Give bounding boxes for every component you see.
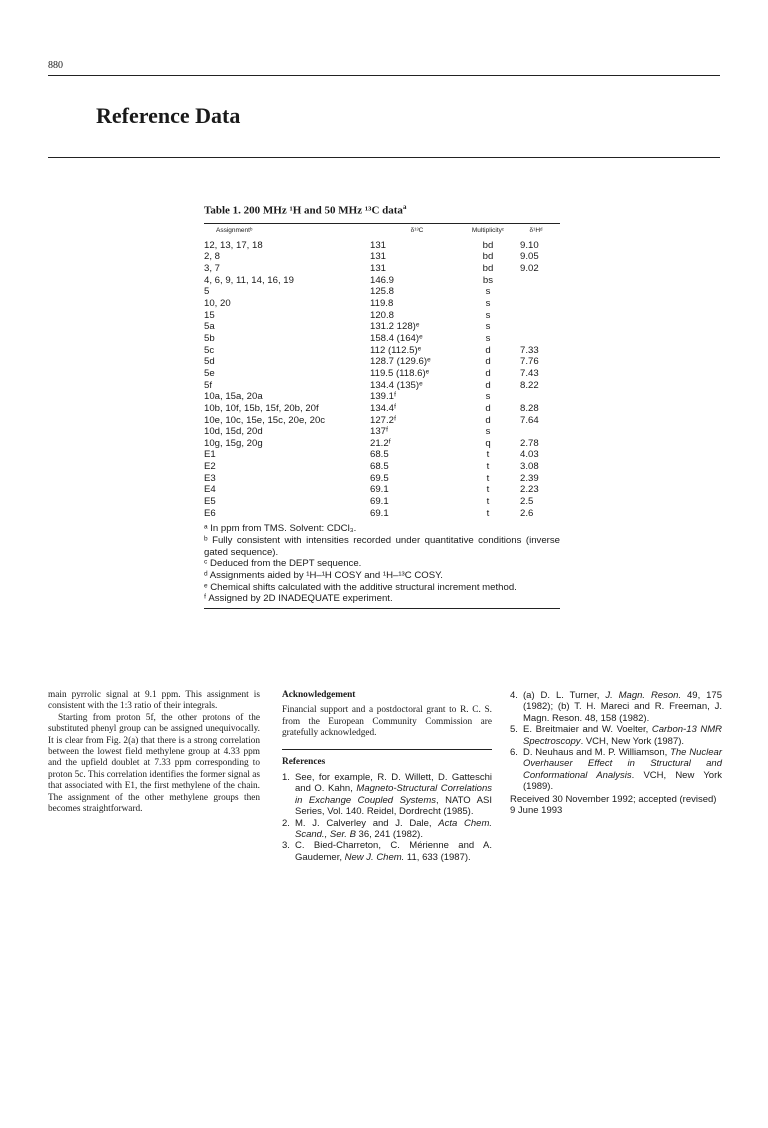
cell-assignment: 5c [204, 344, 215, 356]
reference-number: 1. [282, 772, 290, 784]
cell-multiplicity: s [485, 426, 491, 438]
cell-c13: 134.4ᶠ [370, 402, 397, 414]
table-row [204, 321, 560, 333]
cell-h1 [512, 298, 560, 310]
cell-c13: 131.2 128)ᵉ [370, 321, 420, 333]
body-paragraph: Starting from proton 5f, the other protons of the substituted phenyl group can be assigned unequivocally. It is clear from Fig. 2(a) that there is a strong correlation between the lowest field methylene group at 4.33 ppm and the upfield doublet at 7.33 ppm corresponding to proton 5c. This correlation identifies the former signal as that associated with E1, the first methylene of the chain. The assignment of the other methylene groups then becomes straightforward. [48, 712, 260, 815]
reference-item [282, 840, 492, 863]
table-footnote: ᵉ Chemical shifts calculated with the additive structural increment method. [204, 581, 517, 593]
body-paragraph: main pyrrolic signal at 9.1 ppm. This assignment is consistent with the 1:3 ratio of their integrals. [48, 690, 260, 712]
cell-c13: 69.1 [370, 484, 389, 496]
cell-multiplicity: s [485, 321, 491, 333]
cell-assignment: 2, 8 [204, 251, 221, 263]
table-footnote: ᶠ Assigned by 2D INADEQUATE experiment. [204, 593, 393, 605]
acknowledgement-heading: Acknowledgement [282, 690, 356, 700]
table-row [204, 298, 560, 310]
cell-c13: 139.1ᶠ [370, 391, 397, 403]
table-footnote: ᶜ Deduced from the DEPT sequence. [204, 558, 362, 570]
cell-multiplicity: s [485, 391, 491, 403]
cell-assignment: 5f [204, 379, 213, 391]
cell-h1 [512, 286, 560, 298]
cell-multiplicity: s [485, 309, 491, 321]
cell-multiplicity: s [485, 297, 491, 309]
cell-c13: 131 [370, 239, 387, 251]
cell-c13: 68.5 [370, 449, 389, 461]
cell-c13: 120.8 [370, 309, 395, 321]
cell-assignment: E4 [204, 484, 216, 496]
table-row [204, 251, 560, 263]
references-rule [282, 749, 492, 750]
table-row [204, 496, 560, 508]
cell-multiplicity: q [485, 437, 491, 449]
header-assignment: Assignmentᵇ [216, 226, 253, 234]
cell-assignment: E6 [204, 507, 216, 519]
cell-multiplicity: bs [482, 274, 494, 286]
cell-assignment: 4, 6, 9, 11, 14, 16, 19 [204, 274, 294, 286]
acknowledgement-text: Financial support and a postdoctoral grant to R. C. S. from the European Community Commission are gratefully acknowledged. [282, 705, 492, 739]
cell-h1: 4.03 [520, 449, 539, 461]
reference-text: See, for example, R. D. Willett, D. Gatteschi and O. Kahn, [295, 772, 492, 795]
table-row [204, 286, 560, 298]
cell-h1 [512, 391, 560, 403]
reference-text: D. Neuhaus and M. P. Williamson, [523, 747, 671, 759]
cell-assignment: 5b [204, 332, 215, 344]
cell-assignment: 10a, 15a, 20a [204, 391, 263, 403]
cell-assignment: 3, 7 [204, 262, 221, 274]
table-caption-text: Table 1. 200 MHz ¹H and 50 MHz ¹³C data [204, 204, 403, 217]
table-row [204, 449, 560, 461]
cell-assignment: 10b, 10f, 15b, 15f, 20b, 20f [204, 402, 319, 414]
references-heading: References [282, 756, 326, 767]
table-row [204, 368, 560, 380]
table-row [204, 403, 560, 415]
cell-assignment: 10e, 10c, 15e, 15c, 20e, 20c [204, 414, 326, 426]
table-row [204, 345, 560, 357]
cell-c13: 131 [370, 262, 387, 274]
table-row [204, 391, 560, 403]
cell-assignment: 5d [204, 356, 215, 368]
cell-h1: 7.33 [520, 344, 539, 356]
cell-h1 [512, 275, 560, 287]
cell-c13: 125.8 [370, 286, 395, 298]
cell-h1 [512, 321, 560, 333]
table-footnote: ᵈ Assignments aided by ¹H–¹H COSY and ¹H–¹³C COSY. [204, 570, 443, 582]
cell-multiplicity: d [485, 402, 491, 414]
cell-c13: 21.2ᶠ [370, 437, 391, 449]
cell-h1 [512, 310, 560, 322]
cell-multiplicity: s [485, 332, 491, 344]
reference-text: , NATO ASI Series, Vol. 140. Reidel, Dordrecht (1985). [295, 794, 492, 818]
header-h1: δ¹Hᵈ [529, 226, 543, 234]
cell-h1: 2.23 [520, 484, 539, 496]
reference-text: 49, 175 (1982); (b) T. H. Mareci and R. Freeman, J. Magn. Reson. 48, 158 (1982). [523, 690, 722, 724]
header-multiplicity: Multiplicityᶜ [471, 226, 505, 234]
cell-h1: 8.22 [520, 379, 539, 391]
reference-item [510, 690, 722, 724]
table-row [204, 275, 560, 287]
cell-h1: 7.64 [520, 414, 539, 426]
cell-assignment: E1 [204, 449, 216, 461]
cell-c13: 128.7 (129.6)ᵉ [370, 356, 431, 368]
cell-h1: 2.39 [520, 472, 539, 484]
cell-multiplicity: d [485, 344, 491, 356]
table-row [204, 263, 560, 275]
reference-title: Carbon-13 NMR Spectroscopy [523, 724, 722, 747]
reference-number: 3. [282, 840, 290, 852]
cell-assignment: E2 [204, 461, 216, 473]
cell-multiplicity: t [486, 484, 490, 496]
table-row [204, 240, 560, 252]
reference-text: E. Breitmaier and W. Voelter, [523, 724, 652, 736]
reference-item [510, 747, 722, 793]
cell-multiplicity: d [485, 356, 491, 368]
table-body [204, 240, 560, 520]
cell-c13: 146.9 [370, 274, 395, 286]
table-footnote: ᵇ Fully consistent with intensities recorded under quantitative conditions (inverse gated sequence). [204, 535, 560, 558]
reference-text: 36, 241 (1982). [355, 829, 423, 841]
cell-multiplicity: t [486, 507, 490, 519]
body-column-3 [510, 690, 722, 816]
cell-h1: 7.43 [520, 367, 539, 379]
reference-title: Acta Chem. Scand., Ser. B [295, 817, 492, 841]
table-footnotes [204, 523, 560, 605]
cell-h1: 2.78 [520, 437, 539, 449]
cell-multiplicity: d [485, 367, 491, 379]
reference-item [282, 772, 492, 818]
body-column-1 [48, 690, 260, 815]
cell-multiplicity: bd [482, 239, 494, 251]
cell-c13: 131 [370, 251, 387, 263]
cell-assignment: 10d, 15d, 20d [204, 426, 263, 438]
cell-multiplicity: bd [482, 262, 494, 274]
cell-c13: 69.1 [370, 507, 389, 519]
cell-c13: 69.5 [370, 472, 389, 484]
cell-multiplicity: s [485, 286, 491, 298]
table-row [204, 484, 560, 496]
header-rule [48, 75, 720, 76]
cell-multiplicity: t [486, 496, 490, 508]
cell-h1: 7.76 [520, 356, 539, 368]
cell-h1: 8.28 [520, 402, 539, 414]
cell-h1: 2.6 [520, 507, 534, 519]
cell-assignment: 5a [204, 321, 215, 333]
table-row [204, 438, 560, 450]
cell-assignment: 15 [204, 309, 215, 321]
cell-multiplicity: d [485, 414, 491, 426]
cell-assignment: 10, 20 [204, 297, 231, 309]
cell-h1 [512, 426, 560, 438]
table-row [204, 508, 560, 520]
cell-multiplicity: bd [482, 251, 494, 263]
header-c13: δ¹³C [410, 226, 424, 234]
cell-h1: 9.02 [520, 262, 539, 274]
reference-title: The Nuclear Overhauser Effect in Structural and Conformational Analysis [523, 747, 722, 781]
cell-c13: 137ᶠ [370, 426, 389, 438]
cell-h1: 9.05 [520, 251, 539, 263]
reference-number: 4. [510, 690, 518, 701]
reference-text: M. J. Calverley and J. Dale, [295, 817, 439, 829]
cell-c13: 69.1 [370, 496, 389, 508]
reference-text: . VCH, New York (1989). [523, 769, 722, 793]
reference-number: 5. [510, 724, 518, 736]
reference-item [510, 724, 722, 747]
cell-c13: 158.4 (164)ᵉ [370, 332, 423, 344]
table-bottom-rule [204, 608, 560, 609]
cell-h1: 2.5 [520, 496, 534, 508]
cell-assignment: 5e [204, 367, 215, 379]
cell-c13: 134.4 (135)ᵉ [370, 379, 423, 391]
table-row [204, 415, 560, 427]
cell-multiplicity: t [486, 472, 490, 484]
reference-title: New J. Chem. [344, 851, 405, 863]
cell-c13: 68.5 [370, 461, 389, 473]
reference-text: 11, 633 (1987). [404, 851, 471, 863]
reference-text: C. Bied-Charreton, C. Mérienne and A. Gaudemer, [295, 840, 492, 863]
cell-h1: 3.08 [520, 461, 539, 473]
reference-text: . VCH, New York (1987). [580, 735, 685, 747]
cell-h1: 9.10 [520, 239, 539, 251]
table-caption-mark: a [402, 203, 407, 211]
data-table [204, 224, 560, 520]
cell-multiplicity: t [486, 449, 490, 461]
title-rule [48, 157, 720, 158]
reference-list [510, 690, 722, 793]
cell-h1 [512, 333, 560, 345]
reference-title: J. Magn. Reson. [605, 690, 682, 701]
reference-number: 6. [510, 747, 518, 759]
section-title: Reference Data [96, 103, 241, 128]
cell-c13: 112 (112.5)ᵉ [370, 344, 422, 356]
body-column-2 [282, 690, 492, 863]
cell-assignment: E5 [204, 496, 216, 508]
cell-assignment: 10g, 15g, 20g [204, 437, 263, 449]
table-row [204, 310, 560, 322]
table-row [204, 333, 560, 345]
cell-c13: 119.5 (118.6)ᵉ [370, 367, 430, 379]
reference-item [282, 818, 492, 841]
table-row [204, 461, 560, 473]
received-date: Received 30 November 1992; accepted (revised) 9 June 1993 [510, 793, 717, 817]
reference-text: (a) D. L. Turner, [523, 690, 606, 701]
table-caption [204, 203, 560, 217]
table-row [204, 473, 560, 485]
cell-multiplicity: d [485, 379, 491, 391]
cell-assignment: 5 [204, 286, 210, 298]
reference-list [282, 772, 492, 863]
cell-assignment: E3 [204, 472, 216, 484]
table-row [204, 380, 560, 392]
page-number: 880 [48, 60, 63, 71]
reference-title: Magneto-Structural Correlations in Exchange Coupled Systems [295, 783, 492, 806]
cell-c13: 127.2ᶠ [370, 414, 397, 426]
table-row [204, 356, 560, 368]
cell-multiplicity: t [486, 461, 490, 473]
table-footnote: ᵃ In ppm from TMS. Solvent: CDCl₃. [204, 523, 357, 535]
cell-assignment: 12, 13, 17, 18 [204, 239, 263, 251]
data-table-block [204, 203, 560, 609]
cell-c13: 119.8 [370, 297, 394, 309]
table-row [204, 426, 560, 438]
reference-number: 2. [282, 817, 290, 829]
